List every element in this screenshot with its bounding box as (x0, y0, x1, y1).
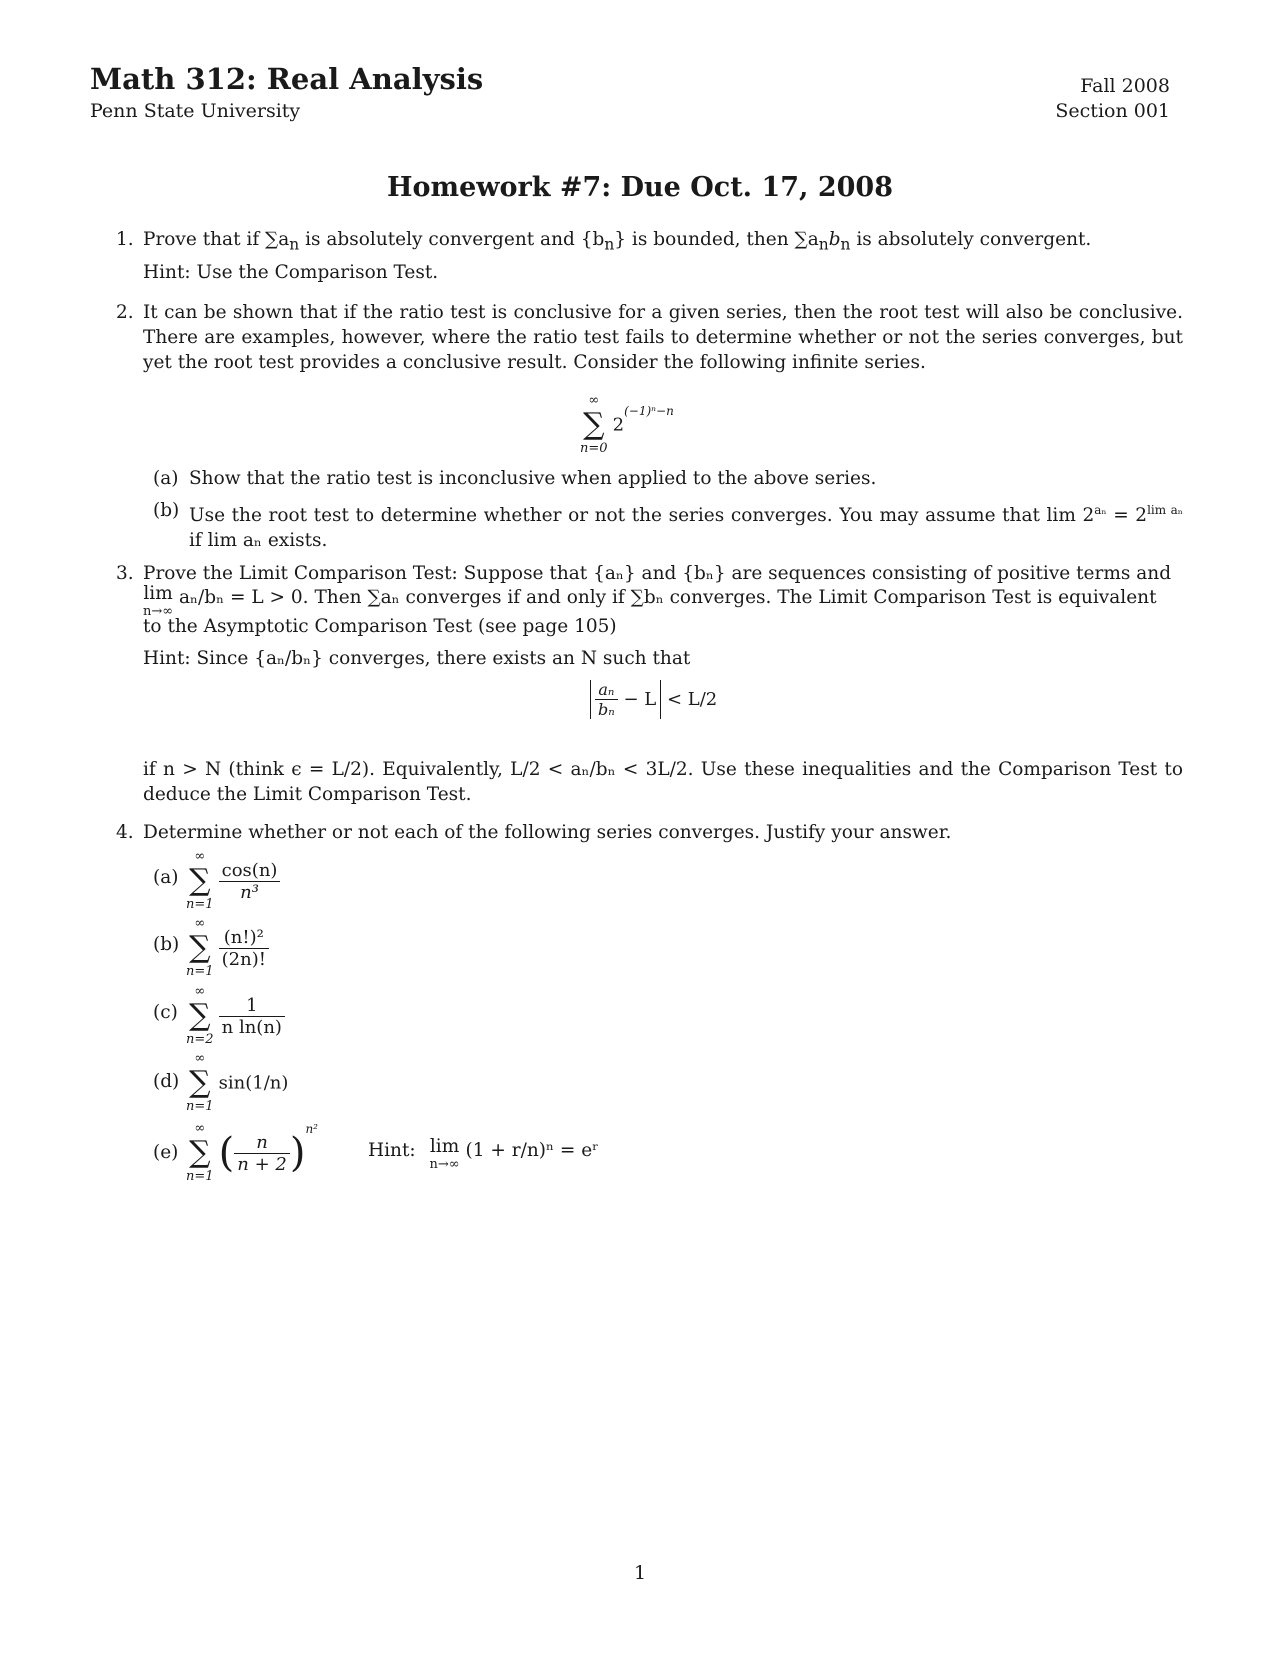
problem-4c-series (186, 983, 285, 1049)
p4a-sum (186, 848, 214, 914)
p4d-upper: ∞ (194, 1051, 206, 1066)
p2b-text-2: = 2 (1106, 505, 1148, 527)
hint-prefix: Hint: (368, 1140, 416, 1161)
problem-2-series (580, 392, 740, 458)
problem-3-hint: Hint: Since {aₙ/bₙ} converges, there exists an N such that (143, 648, 691, 669)
p2-sum-upper: ∞ (588, 393, 600, 408)
problem-2-number: 2. (116, 302, 134, 323)
p4c-upper: ∞ (194, 984, 206, 999)
sigma-symbol: ∑ (189, 930, 211, 965)
homework-title: Homework #7: Due Oct. 17, 2008 (387, 172, 893, 203)
problem-4-statement: Determine whether or not each of the following series converges. Justify your answer. (143, 822, 952, 843)
problem-4e-label: (e) (153, 1142, 179, 1163)
p2b-exp-1: aₙ (1094, 503, 1107, 517)
problem-4b-series (186, 915, 269, 981)
p2-sum (580, 392, 608, 458)
p4b-num: (n!)² (219, 927, 269, 949)
p2b-text-1: Use the root test to determine whether or not the series converges. You may assume that lim 2 (189, 505, 1095, 527)
p1-text-a: Prove that if ∑a (143, 229, 290, 250)
p4d-sum (186, 1050, 214, 1116)
problem-4a-series (186, 848, 280, 914)
p4b-fraction (219, 927, 269, 970)
university-name: Penn State University (90, 100, 301, 122)
p3-lim-sub: n→∞ (143, 604, 174, 619)
p2b-exp-2: lim aₙ (1147, 503, 1183, 517)
p1-text-d: is absolutely convergent. (850, 229, 1092, 250)
problem-2a-text: Show that the ratio test is inconclusive when applied to the above series. (189, 468, 877, 489)
abs-value-bars (590, 680, 661, 719)
problem-4c-label: (c) (153, 1002, 178, 1023)
problem-1-hint: Hint: Use the Comparison Test. (143, 262, 439, 283)
p4e-den: n + 2 (237, 1153, 287, 1175)
p4d-term: sin(1/n) (218, 1072, 289, 1094)
p4e-exponent: n² (305, 1122, 318, 1137)
term: Fall 2008 (1080, 75, 1170, 97)
sigma-symbol: ∑ (189, 863, 211, 898)
problem-2-statement: It can be shown that if the ratio test is conclusive for a given series, then the root test will also be conclusive. There are examples, however, where the ratio test fails to determine whether or not the series converges, but yet the root test provides a conclusive result. Consider the following infinite series. (143, 302, 1183, 373)
right-paren: ) (289, 1130, 306, 1176)
problem-3-number: 3. (116, 563, 134, 584)
p3-fraction (595, 680, 618, 719)
p4c-sum (186, 983, 214, 1049)
problem-4d-series (186, 1050, 288, 1116)
p4a-upper: ∞ (194, 849, 206, 864)
sigma-symbol: ∑ (189, 1065, 211, 1100)
p4b-sum (186, 915, 214, 981)
problem-4b-label: (b) (153, 934, 180, 955)
sigma-symbol: ∑ (189, 998, 211, 1033)
p4d-lower: n=1 (186, 1099, 214, 1114)
p4a-fraction (219, 860, 281, 903)
problem-3-inequality (590, 680, 790, 719)
p3-ineq-rest: − L (617, 689, 657, 710)
problem-3-line-1: Prove the Limit Comparison Test: Suppose that {aₙ} and {bₙ} are sequences consisting of positive terms and (143, 563, 1172, 584)
hint-rest: (1 + r/n)ⁿ = eʳ (459, 1140, 599, 1161)
problem-1-number: 1. (116, 229, 134, 250)
course-title: Math 312: Real Analysis (90, 62, 484, 96)
problem-4e-hint (368, 1138, 599, 1174)
problem-1-statement: Prove that if $\sum a_n$ is absolutely convergent and $\{b_n\}$ is bounded, then $\sum a_nb_n$ is absolutely convergent. (143, 229, 1092, 254)
p4b-den: (2n)! (221, 948, 266, 970)
p4a-lower: n=1 (186, 897, 214, 912)
p2b-text-3: if lim aₙ exists. (189, 530, 328, 552)
p4a-den: n³ (240, 881, 259, 903)
p4c-num: 1 (219, 995, 285, 1017)
p3-frac-den: bₙ (598, 700, 615, 719)
left-paren: ( (218, 1130, 235, 1176)
sigma-symbol: ∑ (189, 1135, 211, 1170)
p1-text-c: } is bounded, then ∑a (614, 229, 819, 250)
problem-2a-label: (a) (153, 468, 179, 489)
problem-4e-series (186, 1120, 318, 1186)
p4e-fraction (234, 1132, 290, 1175)
p4e-lower: n=1 (186, 1169, 214, 1184)
p3-lim-word: lim (143, 583, 173, 604)
problem-3-line-3: to the Asymptotic Comparison Test (see page 105) (143, 616, 617, 637)
p4a-num: cos(n) (219, 860, 281, 882)
problem-3-after: if n > N (think ϵ = L/2). Equivalently, L/2 < aₙ/bₙ < 3L/2. Use these inequalities and the Comparison Test to deduce the Limit Comparison Test. (143, 759, 1183, 805)
hint-lim-sub: n→∞ (429, 1157, 460, 1172)
p4e-upper: ∞ (194, 1121, 206, 1136)
sigma-symbol: ∑ (583, 407, 605, 442)
p4b-lower: n=1 (186, 964, 214, 979)
p3-ineq-right: < L/2 (661, 689, 718, 710)
p1-text-b: is absolutely convergent and {b (299, 229, 605, 250)
hint-limit (430, 1138, 460, 1174)
p4c-fraction (219, 995, 285, 1038)
p4c-lower: n=2 (186, 1032, 214, 1047)
p3-frac-num: aₙ (595, 680, 618, 700)
problem-2b-label: (b) (153, 500, 180, 521)
p4c-den: n ln(n) (221, 1016, 282, 1038)
hint-lim-word: lim (429, 1136, 460, 1157)
section-number: Section 001 (1055, 100, 1170, 122)
page-number: 1 (633, 1562, 647, 1584)
problem-4d-label: (d) (153, 1071, 180, 1092)
p4b-upper: ∞ (194, 916, 206, 931)
p2-series-exponent: (−1)ⁿ−n (624, 404, 674, 419)
p3-line2-text: aₙ/bₙ = L > 0. Then ∑aₙ converges if and only if ∑bₙ converges. The Limit Comparison Test is equivalent (173, 587, 1157, 608)
problem-4-number: 4. (116, 822, 134, 843)
p4e-num: n (234, 1132, 290, 1154)
p4e-sum (186, 1120, 214, 1186)
p2-series-base: 2 (612, 414, 625, 436)
problem-2b-text (189, 498, 1183, 553)
problem-4a-label: (a) (153, 867, 179, 888)
p2-sum-lower: n=0 (580, 441, 608, 456)
